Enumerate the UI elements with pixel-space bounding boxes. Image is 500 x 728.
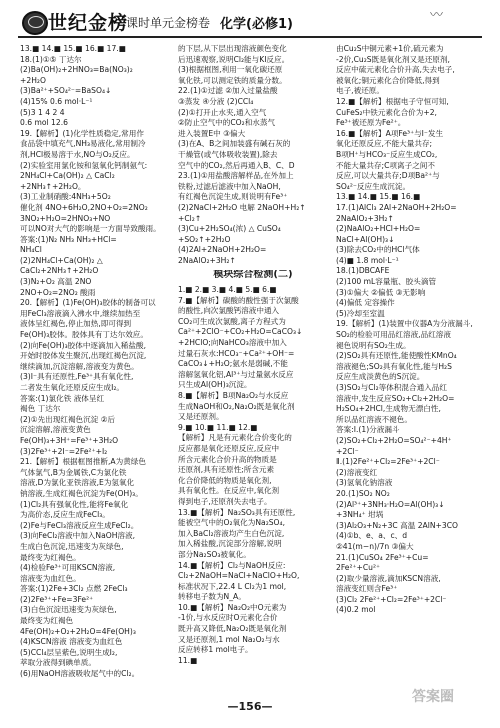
text-line: 19.【解析】(1)装置中仪器A为分液漏斗, bbox=[336, 319, 473, 329]
text-line: 化合价降低的物质是氧化剂, bbox=[178, 475, 272, 485]
text-line: (4)2Al+2NaOH+2H₂O= bbox=[178, 245, 267, 255]
text-line: Fe(OH)₃胶体。胶体具有丁达尔效应。 bbox=[20, 330, 148, 340]
text-line: (4)偏低 定容操作 bbox=[336, 298, 395, 308]
text-line: (2)2Fe³⁺+Fe=3Fe²⁺ bbox=[20, 594, 94, 604]
text-line: (2)Fe与FeCl₃溶液反应生成FeCl₂。 bbox=[20, 520, 139, 530]
text-line: (2)2NaCl+2H₂O 电解 2NaOH+H₂↑ bbox=[178, 202, 306, 212]
text-line: 得到电子,还原剂失去电子。 bbox=[178, 496, 272, 506]
text-line: 21.(1)CuSO₄ 2Fe³⁺+Cu= bbox=[336, 552, 429, 562]
subject-title: 化学(必修1) bbox=[220, 17, 293, 32]
text-line: +2H₂O bbox=[20, 75, 46, 85]
text-line: 加入稀盐酸,沉淀部分溶解,说明 bbox=[178, 539, 282, 549]
text-line: 继续滴加,沉淀溶解,溶液变为黄色。 bbox=[20, 361, 139, 371]
text-line: 电子,被还原。 bbox=[336, 86, 384, 96]
text-line: Cl₂+2NaOH=NaCl+NaClO+H₂O, bbox=[178, 571, 300, 581]
text-line: 20.【解析】(1)Fe(OH)₃胶体的制备可以 bbox=[20, 298, 156, 308]
text-line: 又是还原剂。 bbox=[178, 412, 224, 422]
text-line: H₂SO₄+2HCl,生成物无漂白性, bbox=[336, 404, 441, 414]
text-line: 最终变为红褐色。 bbox=[20, 552, 81, 562]
text-line: 答案:(1)氯化铁 液体呈红 bbox=[20, 393, 105, 403]
text-line: 11.■ bbox=[178, 655, 198, 665]
text-line: (3)2Fe³⁺+2I⁻=2Fe²⁺+I₂ bbox=[20, 446, 108, 456]
text-line: (2)SO₂+Cl₂+2H₂O=SO₄²⁻+4H⁺ bbox=[336, 435, 452, 445]
text-line: 沉淀溶解,溶液变黄色 bbox=[20, 425, 91, 435]
text-line: +2HClO;向NaHCO₃溶液中加入 bbox=[178, 338, 287, 348]
text-line: Fe³⁺被还原为Fe²⁺。 bbox=[336, 118, 406, 128]
text-line: (3)①偏大 ②偏低 ③无影响 bbox=[336, 287, 426, 297]
text-line: -1价,与水反应时O元素化合价 bbox=[178, 613, 278, 623]
text-line: 进入装置E中 ③偏大 bbox=[178, 128, 246, 138]
text-line: 13.■ 14.■ 15.■ 16.■ 17.■ bbox=[20, 44, 126, 53]
text-line: 催化剂 4NO+6H₂O,2NO+O₂=2NO₂ bbox=[20, 202, 148, 212]
text-line: Fe(OH)₃+3H⁺=Fe³⁺+3H₂O bbox=[20, 435, 119, 445]
text-line: 萃取分液得到碘单质。 bbox=[20, 658, 96, 668]
text-line: 氧化还原反应,不能大量共存; bbox=[336, 139, 433, 149]
bird-decoration-icon: 〰 bbox=[430, 8, 444, 23]
text-line: -2价,Cu₂S既是氧化剂又是还原剂, bbox=[336, 54, 450, 64]
text-line: 生成白色沉淀,迅速变为灰绿色, bbox=[20, 541, 124, 551]
text-line: (2)NaAlO₂+HCl+H₂O= bbox=[336, 224, 421, 234]
text-line: 19.【解析】(1)化学性质稳定,常用作 bbox=[20, 128, 144, 138]
text-line: (3)I⁻具有还原性,Fe³⁺具有氧化性, bbox=[20, 372, 134, 382]
text-line: +SO₂↑+2H₂O bbox=[178, 234, 231, 244]
text-line: +3NH₄⁺ 坩埚 bbox=[336, 510, 384, 520]
text-line: 22.(1)①过滤 ②加入过量盐酸 bbox=[178, 86, 278, 96]
text-line: 不能大量共存;C项离子之间不 bbox=[336, 160, 435, 170]
text-line: 9.■ 10.■ 11.■ 12.■ bbox=[178, 422, 258, 432]
text-line: 溶解氢氧化铝,Al³⁺与过量氨水反应 bbox=[178, 369, 294, 379]
text-line: (3)Cl₂ 2Fe²⁺+Cl₂=2Fe³⁺+2Cl⁻ bbox=[336, 594, 447, 604]
text-line: 为高价态,反应生成FeCl₃。 bbox=[20, 510, 110, 520]
text-line: (5)冷却至室温 bbox=[336, 308, 385, 318]
text-line: (2)2NH₄Cl+Ca(OH)₂ △ bbox=[20, 255, 103, 265]
text-line: +Cl₂↑ bbox=[178, 213, 202, 223]
text-line: (1)Cl₂具有强氧化性,能将Fe氧化 bbox=[20, 499, 129, 509]
text-line: 答案:(1)N₂ NH₃ NH₃+HCl= bbox=[20, 234, 117, 244]
header-rule bbox=[18, 36, 482, 38]
text-line: (2)取少量溶液,滴加KSCN溶液, bbox=[336, 573, 441, 583]
text-line: 13.■【解析】Na₂SO₃具有还原性, bbox=[178, 507, 296, 517]
text-line: 反应生成淡黄色的S沉淀。 bbox=[336, 372, 425, 382]
text-line: 14.■【解析】Cl₂与NaOH反应: bbox=[178, 560, 286, 570]
text-line: 7.■【解析】碳酸的酸性强于次氯酸 bbox=[178, 295, 299, 305]
text-line: 既升高又降低,Na₂O₂既是氧化剂 bbox=[178, 624, 287, 634]
text-line: 的酸性,向次氯酸钙溶液中通入 bbox=[178, 306, 280, 316]
text-line: 20.(1)SO₂ NO₂ bbox=[336, 488, 390, 498]
text-line: 23.(1)①用盐酸溶解样品,在外加上 bbox=[178, 171, 294, 181]
text-line: ②防止空气中的CO₂和水蒸气 bbox=[178, 118, 276, 128]
text-line: (2)SO₂具有还原性,能使酸性KMnO₄ bbox=[336, 351, 457, 361]
text-line: Ca²⁺+2ClO⁻+CO₂+H₂O=CaCO₃↓ bbox=[178, 327, 303, 337]
page-header bbox=[0, 0, 500, 38]
text-line: 被氧化;铜元素化合价降低,得到 bbox=[336, 75, 440, 85]
text-line: 13.■ 14.■ 15.■ 16.■ bbox=[336, 192, 421, 202]
text-line: (2)①打开止水夹,通入空气 bbox=[178, 107, 267, 117]
text-line: (2)①先出现红褐色沉淀 ②后 bbox=[20, 414, 116, 424]
text-line: 反应转移1 mol电子。 bbox=[178, 645, 253, 655]
text-line: CaCO₃↓+H₂O;氨水是弱碱,不能 bbox=[178, 359, 288, 369]
text-line: 反应中硫元素化合价升高,失去电子, bbox=[336, 65, 455, 75]
text-line: 开始时胶体发生聚沉,出现红褐色沉淀, bbox=[20, 351, 147, 361]
text-line: (4)KSCN溶液 溶液变为血红色 bbox=[20, 637, 123, 647]
text-line: 剂,HCl极易溶于水,NO与O₂反应。 bbox=[20, 149, 135, 159]
text-line: 后迅速观察,说明Cl₂能与KI反应。 bbox=[178, 54, 290, 64]
text-line: ③蒸发 ④分液 (2)CCl₄ bbox=[178, 96, 254, 106]
text-line: 8.■【解析】B项Na₂O₂与水反应 bbox=[178, 391, 289, 400]
text-line: 生成NaOH和O₂,Na₂O₂既是氧化剂 bbox=[178, 401, 295, 411]
text-line: 18.(1)①⑤ 丁达尔 bbox=[20, 54, 82, 64]
text-line: (3)Ba²⁺+SO₄²⁻=BaSO₄↓ bbox=[20, 86, 112, 96]
text-line: 溶液中,发生反应SO₂+Cl₂+2H₂O= bbox=[336, 393, 455, 403]
text-line: 溶液变红则含Fe³⁺ bbox=[336, 584, 398, 594]
text-line: 答案:Ⅰ.(1)分液漏斗 bbox=[336, 425, 400, 435]
text-line: NH₄Cl bbox=[20, 245, 42, 255]
text-line: 只生成Al(OH)₃沉淀。 bbox=[178, 380, 252, 390]
text-line: 铁粉,过滤后滤液中加入NaOH, bbox=[178, 181, 281, 191]
text-line: CuFeS₂中铁元素化合价为+2, bbox=[336, 107, 437, 117]
text-line: +2NH₃↑+2H₂O。 bbox=[20, 181, 86, 191]
watermark-logo: 答案圈 bbox=[412, 689, 454, 705]
text-line: (4)0.2 mol bbox=[336, 605, 376, 615]
text-line: (3)根据框图,利用一氧化碳还原 bbox=[178, 65, 283, 75]
text-line: 又是还原剂,1 mol Na₂O₂与水 bbox=[178, 634, 280, 644]
brand-logo-icon bbox=[22, 11, 48, 35]
text-line: 过量石灰水:HCO₃⁻+Ca²⁺+OH⁻= bbox=[178, 348, 295, 358]
text-line: (2)向Fe(OH)₃胶体中逐滴加入稀盐酸, bbox=[20, 340, 146, 350]
text-line: (3)Al₂O₃+N₂+3C 高温 2AlN+3CO bbox=[336, 520, 459, 530]
text-line: (4)15% 0.6 mol·L⁻¹ bbox=[20, 96, 93, 106]
text-line: 标准状况下,22.4 L Cl₂为1 mol, bbox=[178, 581, 287, 591]
text-line: 液体呈红褐色,停止加热,即可得到 bbox=[20, 319, 132, 329]
text-line: (2)溶液变红 bbox=[336, 467, 378, 477]
text-line: (4)检验Fe³⁺可用KSCN溶液, bbox=[20, 563, 116, 573]
text-line: 氧化铁,可以测定铁的质量分数。 bbox=[178, 75, 287, 85]
text-line: 褪色说明有SO₂生成。 bbox=[336, 340, 411, 350]
text-line: (3)白色沉淀迅速变为灰绿色, bbox=[20, 605, 117, 615]
text-line: 所以品红溶液不褪色。 bbox=[336, 414, 412, 424]
text-line: (4)①b、e、a、c、d bbox=[336, 531, 408, 541]
text-line: 部分Na₂SO₃被氧化。 bbox=[178, 549, 251, 559]
text-line: (3)工业制硝酸:4NH₃+5O₂ bbox=[20, 192, 111, 202]
text-line: 2Fe²⁺+Cu²⁺ bbox=[336, 563, 381, 573]
text-line: 的下层,从下层出现溶液颜色变化 bbox=[178, 44, 287, 53]
text-line: Ⅱ.(1)2Fe²⁺+Cl₂=2Fe³⁺+2Cl⁻ bbox=[336, 457, 440, 467]
text-line: (5)3 1 4 2 4 bbox=[20, 107, 65, 117]
text-line: 还原剂,具有还原性;所含元素 bbox=[178, 465, 275, 475]
text-line: NaCl+Al(OH)₃↓ bbox=[336, 234, 395, 244]
answer-column-right bbox=[336, 44, 484, 616]
text-line: (2)100 mL容量瓶、胶头滴管 bbox=[336, 277, 437, 287]
text-line: 4Fe(OH)₂+O₂+2H₂O=4Fe(OH)₃ bbox=[20, 626, 136, 636]
text-line: 模块综合检测(二) bbox=[213, 270, 293, 281]
text-line: 反应都是氧化还原反应,反应中 bbox=[178, 443, 280, 453]
text-line: (6)用NaOH溶液吸收尾气中的Cl₂。 bbox=[20, 669, 140, 679]
text-line: 由Cu₂S中铜元素+1价,硫元素为 bbox=[336, 44, 444, 53]
text-line: (3)Cu+2H₂SO₄(浓) △ CuSO₄ bbox=[178, 224, 281, 234]
text-line: 二者发生氧化还原反应生成I₂。 bbox=[20, 383, 125, 392]
text-line: (3)N₂+O₂ 高温 2NO bbox=[20, 277, 92, 287]
text-line: 溶液,D为氯化亚铁溶液,E为氢氧化 bbox=[20, 478, 135, 488]
text-line: 1.■ 2.■ 3.■ 4.■ 5.■ 6.■ bbox=[178, 285, 277, 295]
text-line: CO₂可生成次氯酸,离子方程式为 bbox=[178, 316, 286, 326]
text-line: CaCl₂+2NH₃↑+2H₂O bbox=[20, 266, 99, 276]
text-line: (5)CCl₄层呈紫色,说明生成I₂, bbox=[20, 647, 118, 657]
text-line: 17.(1)AlCl₃ 2Al+2NaOH+2H₂O= bbox=[336, 202, 457, 212]
text-line: 16.■【解析】A项Fe³⁺与I⁻发生 bbox=[336, 128, 444, 138]
text-line: (3)SO₂与Cl₂等体积混合通入品红 bbox=[336, 383, 447, 392]
text-line: 3NO₂+H₂O=2HNO₃+NO bbox=[20, 213, 111, 223]
text-line: 2NaAlO₂+3H₂↑ bbox=[336, 213, 394, 223]
text-line: 食品袋中填充气,NH₃易液化,常用制冷 bbox=[20, 139, 146, 149]
text-line: 转移电子数为N_A。 bbox=[178, 592, 246, 602]
text-line: (2)Al³⁺+3NH₃·H₂O=Al(OH)₃↓ bbox=[336, 499, 445, 509]
text-line: 10.■【解析】Na₂O₂中O元素为 bbox=[178, 602, 287, 612]
answer-column-middle bbox=[178, 44, 328, 666]
text-line: SO₄²⁻反应生成沉淀。 bbox=[336, 181, 411, 191]
text-line: 12.■【解析】根据电子守恒可知, bbox=[336, 96, 449, 106]
text-line: SO₂的检验可用品红溶液,品红溶液 bbox=[336, 330, 451, 340]
text-line: (4)■ 1.8 mol·L⁻¹ bbox=[336, 255, 399, 265]
text-line: (3)除去CO₂中的HCl气体 bbox=[336, 245, 420, 255]
text-line: (3)氢氧化钠溶液 bbox=[336, 478, 393, 488]
brand-title: 世纪金榜 bbox=[48, 12, 129, 34]
text-line: 溶液变为血红色。 bbox=[20, 573, 81, 583]
text-line: ②41(m−n)/7n ③偏大 bbox=[336, 541, 414, 551]
text-line: 答案:(1)2Fe+3Cl₂ 点燃 2FeCl₃ bbox=[20, 584, 128, 594]
text-line: 钠溶液,生成红褐色沉淀为Fe(OH)₃。 bbox=[20, 488, 143, 498]
text-line: (2)实验室用氯化铵和氢氧化钙制氨气: bbox=[20, 160, 148, 170]
text-line: 0.6 mol 12.6 bbox=[20, 118, 68, 128]
text-line: 反应,可以大量共存;D项Ba²⁺与 bbox=[336, 171, 440, 181]
text-line: 2NO+O₂=2NO₂ 酸雨 bbox=[20, 287, 96, 297]
text-line: 所含元素化合价升高的物质是 bbox=[178, 454, 277, 464]
text-line: +2Cl⁻ bbox=[336, 446, 359, 456]
text-line: (3)向FeCl₂溶液中加入NaOH溶液, bbox=[20, 531, 136, 541]
text-line: 气体氯气,B为金属铁,C为氯化铁 bbox=[20, 467, 127, 477]
text-line: 有红褐色沉淀生成,则说明有Fe³⁺ bbox=[178, 192, 288, 202]
text-line: 溶液褪色;SO₂具有氧化性,能与H₂S bbox=[336, 361, 452, 371]
text-line: (2)Ba(OH)₂+2HNO₃=Ba(NO₃)₂ bbox=[20, 65, 133, 75]
text-line: (3)在A、B之间加装盛有碱石灰的 bbox=[178, 139, 291, 149]
text-line: 21.【解析】根据框图推断,A为黄绿色 bbox=[20, 457, 146, 467]
text-line: 可以NO对大气的影响是一方面导致酸雨。 bbox=[20, 224, 161, 234]
series-subtitle: 课时单元金榜卷 bbox=[126, 16, 211, 30]
text-line: 空气中的CO₂,然后再通入B、C、D bbox=[178, 160, 295, 170]
text-line: 具有氧化性。在反应中,氧化剂 bbox=[178, 486, 280, 496]
text-line: 【解析】凡是有元素化合价变化的 bbox=[178, 433, 292, 443]
answer-column-left bbox=[20, 44, 170, 680]
text-line: B项H⁺与HCO₃⁻反应生成CO₂, bbox=[336, 149, 438, 159]
text-line: 最终变为红褐色 bbox=[20, 616, 74, 626]
text-line: 褐色 丁达尔 bbox=[20, 404, 61, 414]
text-line: 加入BaCl₂溶液均产生白色沉淀, bbox=[178, 528, 285, 538]
text-line: 用FeCl₃溶液滴入沸水中,继续加热至 bbox=[20, 308, 141, 318]
text-line: 能被空气中的O₂氧化为Na₂SO₄, bbox=[178, 518, 285, 528]
text-line: 干燥管(或气体吸收装置),除去 bbox=[178, 149, 278, 159]
page-number: —156— bbox=[227, 700, 273, 713]
text-line: 2NaAlO₂+3H₂↑ bbox=[178, 255, 236, 265]
text-line: 2NH₄Cl+Ca(OH)₂ △ CaCl₂ bbox=[20, 171, 115, 181]
text-line: 18.(1)DBCAFE bbox=[336, 266, 390, 276]
